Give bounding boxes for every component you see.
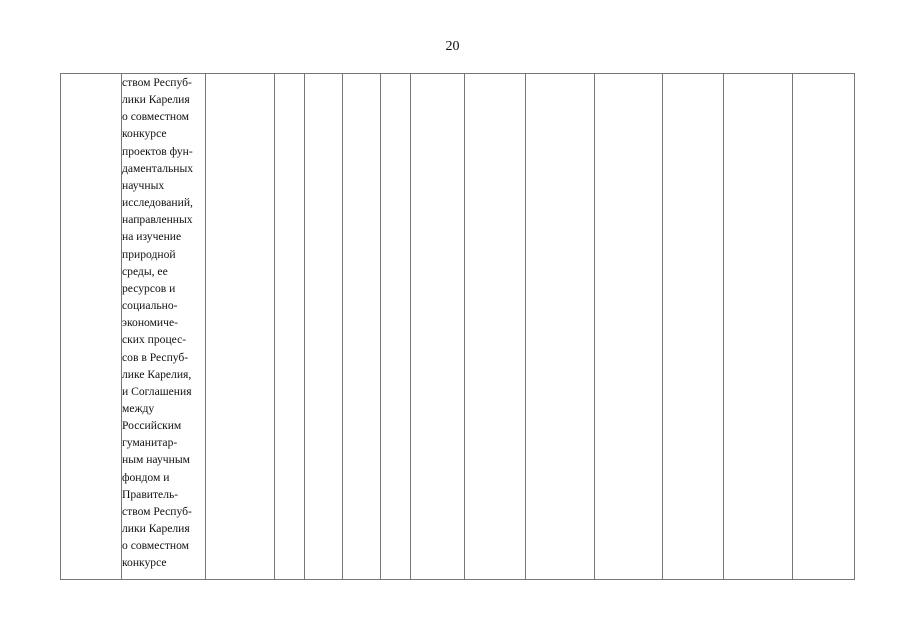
table-cell-5 bbox=[305, 74, 343, 580]
cell-text-line: Российским bbox=[122, 419, 182, 433]
cell-text-line: и Соглашения bbox=[122, 384, 192, 398]
cell-text-line: на изучение bbox=[122, 230, 182, 244]
page-number: 20 bbox=[445, 39, 460, 54]
table-cell-11 bbox=[595, 74, 663, 580]
table-cell-9 bbox=[465, 74, 526, 580]
cell-text-line: направленных bbox=[122, 213, 193, 227]
table-cell-13 bbox=[724, 74, 793, 580]
document-table bbox=[60, 73, 855, 580]
cell-text-line: лики Карелия bbox=[122, 93, 190, 107]
cell-text-line: ством Респуб- bbox=[122, 76, 192, 89]
cell-text-line: научных bbox=[122, 178, 165, 192]
table-cell-4 bbox=[275, 74, 305, 580]
cell-text-line: лике Карелия, bbox=[122, 367, 192, 381]
table-cell-3 bbox=[206, 74, 275, 580]
cell-text-line: ством Респуб- bbox=[122, 504, 192, 518]
cell-text-line: гуманитар- bbox=[122, 436, 178, 450]
cell-text-line: фондом и bbox=[122, 470, 170, 484]
cell-text-line: о совместном bbox=[122, 110, 190, 124]
cell-text-line: исследований, bbox=[122, 196, 193, 210]
cell-text-line: ным научным bbox=[122, 453, 190, 467]
cell-text-line: даментальных bbox=[122, 161, 194, 175]
cell-text-line: Правитель- bbox=[122, 487, 179, 501]
cell-text-line: между bbox=[122, 401, 155, 415]
table-cell-8 bbox=[411, 74, 465, 580]
cell-text-line: социально- bbox=[122, 299, 178, 313]
table-cell-description bbox=[122, 74, 206, 580]
table-cell-7 bbox=[381, 74, 411, 580]
cell-text-line: экономиче- bbox=[122, 316, 178, 330]
cell-text-line: сов в Респуб- bbox=[122, 350, 189, 364]
table-cell-1 bbox=[61, 74, 122, 580]
table-cell-6 bbox=[343, 74, 381, 580]
table-cell-10 bbox=[526, 74, 595, 580]
cell-text-line: ресурсов и bbox=[122, 281, 176, 295]
table-row bbox=[61, 74, 855, 580]
cell-text-line: природной bbox=[122, 247, 176, 261]
cell-text-line: лики Карелия bbox=[122, 522, 190, 536]
cell-text-line: конкурсе bbox=[122, 556, 167, 570]
cell-text-line: ских процес- bbox=[122, 333, 187, 347]
table-cell-14 bbox=[793, 74, 855, 580]
cell-text-line: проектов фун- bbox=[122, 144, 193, 158]
cell-text-line: о совместном bbox=[122, 539, 190, 553]
cell-text-line: среды, ее bbox=[122, 264, 168, 278]
cell-text-line: конкурсе bbox=[122, 127, 167, 141]
table-cell-12 bbox=[663, 74, 724, 580]
